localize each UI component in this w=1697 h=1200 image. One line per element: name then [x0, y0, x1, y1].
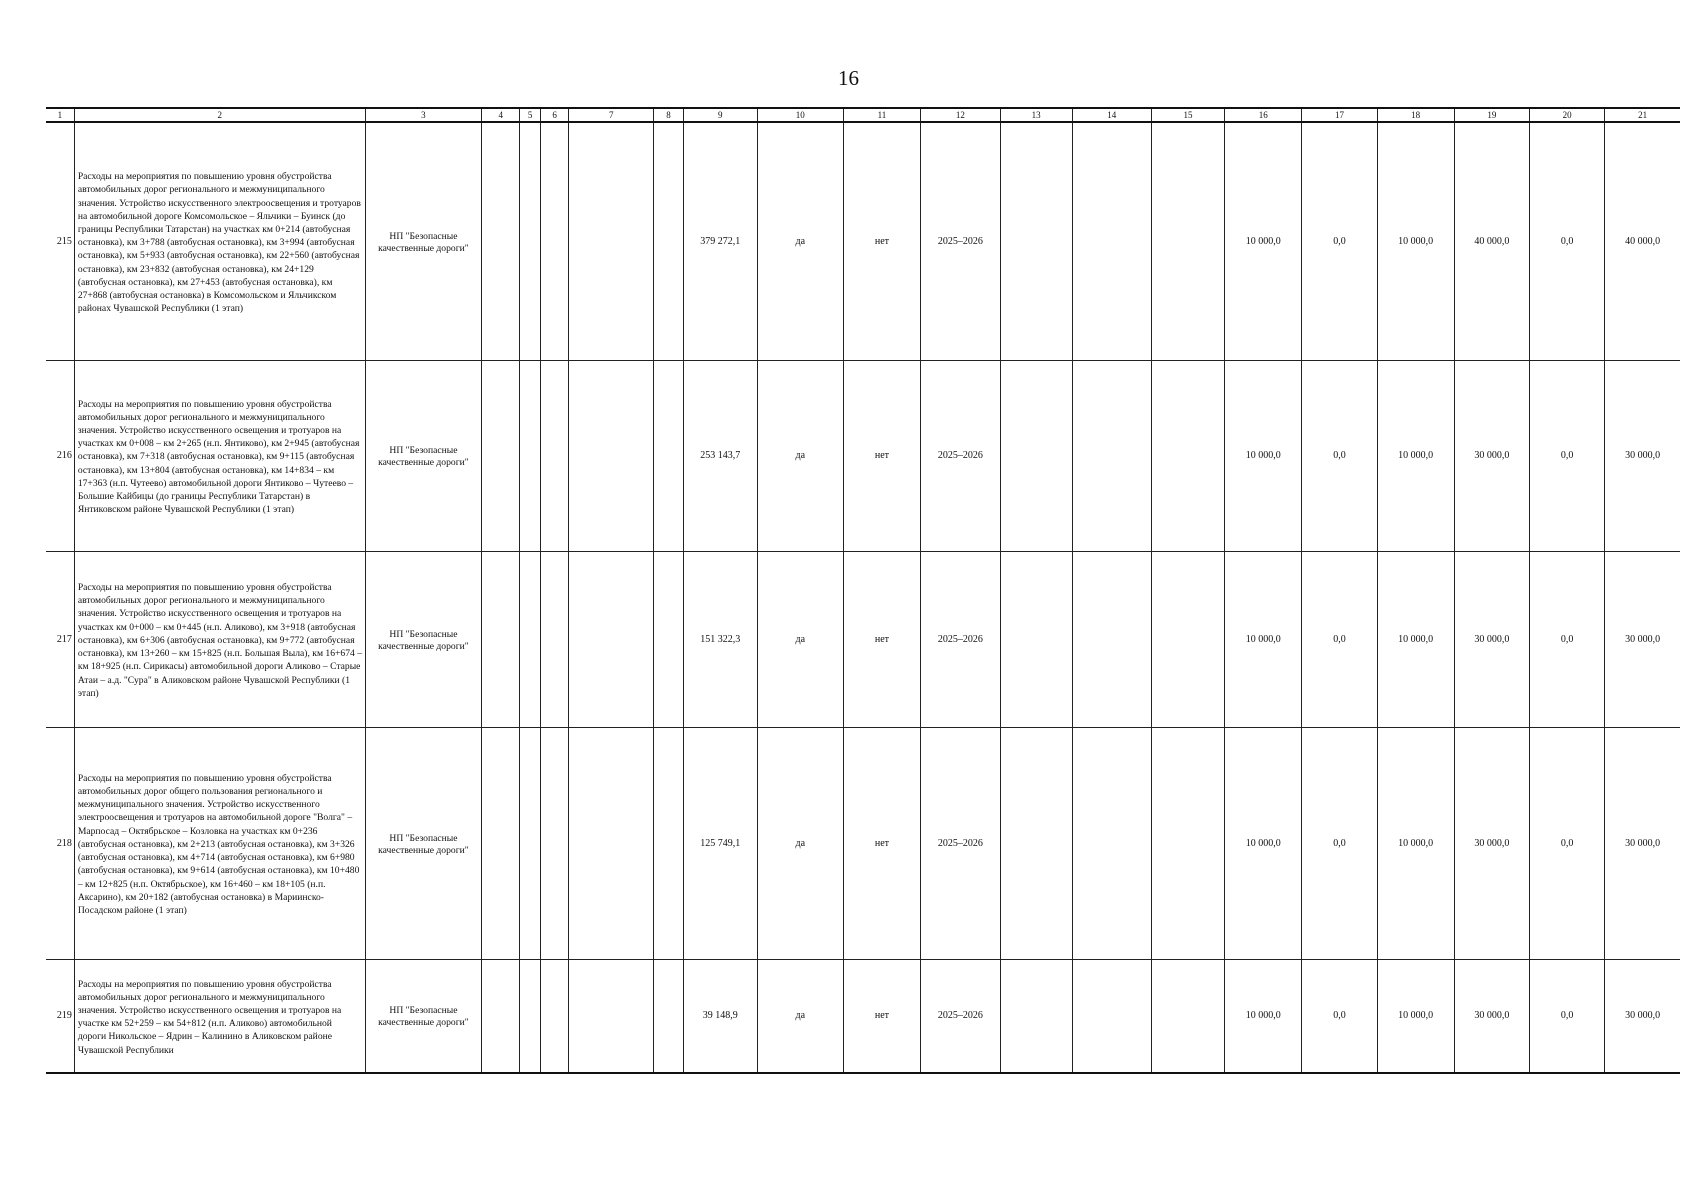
cell-col18: 10 000,0	[1377, 959, 1454, 1073]
cell-col10: да	[757, 122, 843, 360]
cell-col17: 0,0	[1302, 360, 1377, 551]
cell-col19: 40 000,0	[1454, 122, 1529, 360]
cell-col21: 30 000,0	[1605, 360, 1680, 551]
cell-period: 2025–2026	[921, 122, 1001, 360]
cell-empty	[541, 727, 569, 959]
col-header-8: 8	[654, 108, 683, 122]
row-description: Расходы на мероприятия по повышению уровня обустройства автомобильных дорог регионального и межмуниципального значения. Устройство искусственного освещения и тротуаров на участках км 0+000 – км 0+445 (н.п. Аликово), км 3+918 (автобусная остановка), км 6+306 (автобусная остановка), км 9+772 (автобусная остановка), км 13+260 – км 15+825 (н.п. Большая Выла), км 16+674 – км 18+925 (н.п. Сирикасы) автомобильной дороги Аликово – Старые Атаи – а.д. "Сура" в Аликовском районе Чувашской Республики (1 этап)	[74, 551, 365, 727]
cell-cost: 253 143,7	[683, 360, 757, 551]
cell-col19: 30 000,0	[1454, 551, 1529, 727]
cell-col11: нет	[843, 551, 920, 727]
cell-empty	[541, 360, 569, 551]
cell-empty	[482, 122, 520, 360]
cell-col20: 0,0	[1530, 551, 1605, 727]
cell-empty	[1000, 727, 1072, 959]
cell-empty	[1000, 122, 1072, 360]
cell-empty	[1072, 959, 1152, 1073]
row-description: Расходы на мероприятия по повышению уровня обустройства автомобильных дорог общего пользования регионального и межмуниципального значения. Устройство искусственного электроосвещения и тротуаров на автомобильной дороге "Волга" – Марпосад – Октябрьское – Козловка на участках км 0+236 (автобусная остановка), км 2+213 (автобусная остановка), км 3+326 (автобусная остановка), км 4+714 (автобусная остановка), км 6+980 (автобусная остановка), км 9+614 (автобусная остановка), км 10+480 – км 12+825 (н.п. Октябрьское), км 16+460 – км 18+105 (н.п. Аксарино), км 20+182 (автобусная остановка) в Мариинско-Посадском районе (1 этап)	[74, 727, 365, 959]
row-number: 217	[46, 551, 74, 727]
cell-empty	[1152, 360, 1225, 551]
cell-empty	[569, 360, 654, 551]
cell-col21: 40 000,0	[1605, 122, 1680, 360]
cell-empty	[482, 727, 520, 959]
cell-empty	[1152, 122, 1225, 360]
col-header-14: 14	[1072, 108, 1152, 122]
cell-empty	[482, 551, 520, 727]
cell-empty	[541, 122, 569, 360]
cell-col11: нет	[843, 122, 920, 360]
cell-col18: 10 000,0	[1377, 551, 1454, 727]
cell-col21: 30 000,0	[1605, 959, 1680, 1073]
col-header-2: 2	[74, 108, 365, 122]
cell-empty	[482, 360, 520, 551]
col-header-15: 15	[1152, 108, 1225, 122]
table-row	[46, 360, 1680, 551]
cell-col17: 0,0	[1302, 551, 1377, 727]
cell-empty	[520, 959, 541, 1073]
cell-empty	[654, 360, 683, 551]
cell-col17: 0,0	[1302, 727, 1377, 959]
cell-cost: 39 148,9	[683, 959, 757, 1073]
col-header-1: 1	[46, 108, 74, 122]
cell-col20: 0,0	[1530, 727, 1605, 959]
cell-col16: 10 000,0	[1225, 360, 1302, 551]
col-header-11: 11	[843, 108, 920, 122]
cell-period: 2025–2026	[921, 551, 1001, 727]
column-number-row	[46, 108, 1680, 122]
row-number: 218	[46, 727, 74, 959]
cell-col16: 10 000,0	[1225, 122, 1302, 360]
cell-col19: 30 000,0	[1454, 959, 1529, 1073]
col-header-13: 13	[1000, 108, 1072, 122]
col-header-4: 4	[482, 108, 520, 122]
row-number: 215	[46, 122, 74, 360]
table-row	[46, 727, 1680, 959]
table-row	[46, 959, 1680, 1073]
cell-period: 2025–2026	[921, 959, 1001, 1073]
cell-col11: нет	[843, 959, 920, 1073]
table-row	[46, 122, 1680, 360]
cell-col16: 10 000,0	[1225, 727, 1302, 959]
cell-col18: 10 000,0	[1377, 727, 1454, 959]
cell-col18: 10 000,0	[1377, 360, 1454, 551]
cell-empty	[654, 551, 683, 727]
cell-empty	[1000, 360, 1072, 551]
cell-period: 2025–2026	[921, 360, 1001, 551]
cell-empty	[520, 360, 541, 551]
cell-period: 2025–2026	[921, 727, 1001, 959]
cell-empty	[541, 959, 569, 1073]
row-executor: НП "Безопасные качественные дороги"	[365, 122, 482, 360]
col-header-7: 7	[569, 108, 654, 122]
row-description: Расходы на мероприятия по повышению уровня обустройства автомобильных дорог регионального и межмуниципального значения. Устройство искусственного освещения и тротуаров на участке км 52+259 – км 54+812 (н.п. Аликово) автомобильной дороги Никольское – Ядрин – Калинино в Аликовском районе Чувашской Республики	[74, 959, 365, 1073]
col-header-19: 19	[1454, 108, 1529, 122]
row-number: 219	[46, 959, 74, 1073]
row-executor: НП "Безопасные качественные дороги"	[365, 959, 482, 1073]
cell-col18: 10 000,0	[1377, 122, 1454, 360]
cell-empty	[569, 122, 654, 360]
cell-empty	[569, 959, 654, 1073]
cell-empty	[1072, 360, 1152, 551]
program-table	[46, 107, 1680, 1074]
cell-col20: 0,0	[1530, 122, 1605, 360]
cell-empty	[541, 551, 569, 727]
col-header-17: 17	[1302, 108, 1377, 122]
cell-empty	[482, 959, 520, 1073]
col-header-3: 3	[365, 108, 482, 122]
cell-empty	[654, 122, 683, 360]
col-header-9: 9	[683, 108, 757, 122]
col-header-5: 5	[520, 108, 541, 122]
col-header-10: 10	[757, 108, 843, 122]
col-header-6: 6	[541, 108, 569, 122]
cell-col17: 0,0	[1302, 959, 1377, 1073]
cell-empty	[1152, 959, 1225, 1073]
cell-cost: 125 749,1	[683, 727, 757, 959]
cell-col16: 10 000,0	[1225, 551, 1302, 727]
col-header-12: 12	[921, 108, 1001, 122]
cell-empty	[569, 551, 654, 727]
cell-col10: да	[757, 551, 843, 727]
cell-col20: 0,0	[1530, 360, 1605, 551]
cell-col19: 30 000,0	[1454, 360, 1529, 551]
cell-cost: 379 272,1	[683, 122, 757, 360]
cell-col16: 10 000,0	[1225, 959, 1302, 1073]
cell-empty	[1000, 959, 1072, 1073]
col-header-21: 21	[1605, 108, 1680, 122]
col-header-20: 20	[1530, 108, 1605, 122]
cell-empty	[569, 727, 654, 959]
cell-col10: да	[757, 959, 843, 1073]
table-row	[46, 551, 1680, 727]
cell-col17: 0,0	[1302, 122, 1377, 360]
cell-col21: 30 000,0	[1605, 551, 1680, 727]
page-number: 16	[838, 66, 859, 90]
row-executor: НП "Безопасные качественные дороги"	[365, 551, 482, 727]
cell-col20: 0,0	[1530, 959, 1605, 1073]
col-header-18: 18	[1377, 108, 1454, 122]
cell-empty	[1152, 551, 1225, 727]
cell-empty	[1072, 551, 1152, 727]
cell-empty	[654, 959, 683, 1073]
cell-col11: нет	[843, 727, 920, 959]
cell-empty	[1152, 727, 1225, 959]
cell-empty	[654, 727, 683, 959]
cell-empty	[1072, 727, 1152, 959]
row-description: Расходы на мероприятия по повышению уровня обустройства автомобильных дорог регионального и межмуниципального значения. Устройство искусственного электроосвещения и тротуаров на автомобильной дороге Комсомольское – Яльчики – Буинск (до границы Республики Татарстан) на участках км 0+214 (автобусная остановка), км 3+788 (автобусная остановка), км 3+994 (автобусная остановка), км 5+933 (автобусная остановка), км 22+560 (автобусная остановка), км 23+832 (автобусная остановка), км 24+129 (автобусная остановка), км 27+453 (автобусная остановка), км 27+868 (автобусная остановка) в Комсомольском и Яльчикском районах Чувашской Республики (1 этап)	[74, 122, 365, 360]
col-header-16: 16	[1225, 108, 1302, 122]
cell-empty	[520, 551, 541, 727]
row-number: 216	[46, 360, 74, 551]
cell-col21: 30 000,0	[1605, 727, 1680, 959]
cell-col10: да	[757, 360, 843, 551]
cell-empty	[1000, 551, 1072, 727]
cell-col11: нет	[843, 360, 920, 551]
cell-col19: 30 000,0	[1454, 727, 1529, 959]
row-executor: НП "Безопасные качественные дороги"	[365, 727, 482, 959]
row-executor: НП "Безопасные качественные дороги"	[365, 360, 482, 551]
cell-empty	[520, 727, 541, 959]
cell-empty	[1072, 122, 1152, 360]
row-description: Расходы на мероприятия по повышению уровня обустройства автомобильных дорог регионального и межмуниципального значения. Устройство искусственного освещения и тротуаров на участках км 0+008 – км 2+265 (н.п. Янтиково), км 2+945 (автобусная остановка), км 7+318 (автобусная остановка), км 9+115 (автобусная остановка), км 13+804 (автобусная остановка), км 14+834 – км 17+363 (н.п. Чутеево) автомобильной дороги Янтиково – Чутеево – Большие Кайбицы (до границы Республики Татарстан) в Янтиковском районе Чувашской Республики (1 этап)	[74, 360, 365, 551]
cell-col10: да	[757, 727, 843, 959]
cell-cost: 151 322,3	[683, 551, 757, 727]
cell-empty	[520, 122, 541, 360]
